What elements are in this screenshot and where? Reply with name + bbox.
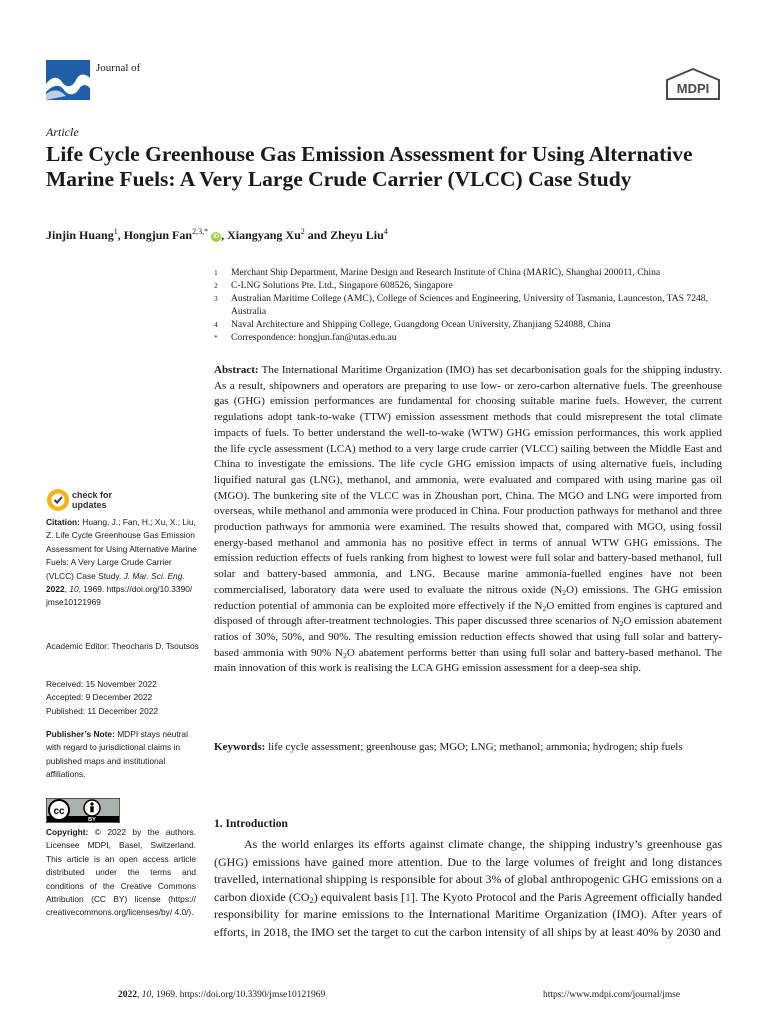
- author-affiliation-mark: 1: [113, 227, 118, 236]
- affiliation-item: [214, 266, 726, 279]
- affiliation-mark: *: [214, 333, 218, 342]
- subscript: 2: [342, 650, 347, 660]
- author-name[interactable]: Zheyu Liu: [330, 228, 384, 242]
- author-affiliation-mark: 2: [300, 227, 305, 236]
- citation-label: Citation:: [46, 517, 80, 527]
- author-name[interactable]: Hongjun Fan: [123, 228, 193, 242]
- author-separator: ,: [117, 228, 124, 242]
- keywords: [214, 740, 722, 756]
- academic-editor: Academic Editor: Theocharis D. Tsoutsos: [46, 641, 199, 651]
- citation-journal: J. Mar. Sci. Eng.: [123, 570, 185, 581]
- footer-journal-url[interactable]: https://www.mdpi.com/journal/jmse: [543, 990, 681, 1000]
- citation-doi[interactable]: , 1969. https://doi.org/10.3390/ jmse10121969: [46, 584, 193, 608]
- mdpi-logo-text: MDPI: [676, 81, 710, 96]
- affiliation-mark: 2: [214, 281, 218, 290]
- copyright-label: Copyright:: [46, 827, 89, 837]
- author-affiliation-mark: 4: [383, 227, 388, 236]
- by-text: BY: [88, 817, 96, 823]
- subscript: 2: [619, 619, 624, 629]
- subscript: 2: [309, 895, 314, 905]
- publisher-note-label: Publisher’s Note:: [46, 729, 115, 739]
- author-name[interactable]: Jinjin Huang: [46, 228, 114, 242]
- publisher-note: [46, 728, 201, 782]
- affiliation-item: [214, 292, 726, 318]
- subscript: 2: [562, 587, 567, 597]
- author-name[interactable]: Xiangyang Xu: [227, 228, 301, 242]
- received-date: Received: 15 November 2022: [46, 679, 157, 689]
- orcid-icon[interactable]: iD: [213, 234, 220, 240]
- citation-volume: 10: [69, 584, 79, 595]
- author-separator: and: [304, 228, 331, 242]
- cc-text: cc: [53, 806, 65, 817]
- check-updates-line: check for: [72, 490, 113, 500]
- footer-citation: 2022, 10, 1969. https://doi.org/10.3390/jmse10121969: [118, 990, 326, 1000]
- intro-text-part: As the world enlarges its efforts against climate change, the shipping industry’s greenhouse gas (GHG) emissions have gained more attention. Due to the large volumes of freight and long distances travelled, international shipping is responsible for about 3% of global anthropogenic GHG emissions on a carbon dioxide (CO: [214, 837, 722, 904]
- check-updates-line: updates: [72, 500, 107, 510]
- affiliation-text: Naval Architecture and Shipping College, Guangdong Ocean University, Zhanjiang 524088, China: [231, 319, 611, 330]
- author-affiliation-mark: 2,3,*: [192, 227, 209, 236]
- citation-text: Huang, J.; Fan, H.; Xu, X.; Liu, Z. Life Cycle Greenhouse Gas Emission Assessment for Using Alternative Marine Fuels: A Very Large Crude Carrier (VLCC) Case Study.: [46, 517, 197, 581]
- abstract-text: O abatement performs better than using full solar and battery-based methanol. The main innovation of this work is realising the LCA GHG emission assessment for a deep-sea ship.: [214, 646, 722, 675]
- affiliation-item: [214, 331, 726, 344]
- affiliation-text: C-LNG Solutions Pte. Ltd., Singapore 608526, Singapore: [231, 280, 453, 291]
- footer-doi[interactable]: , 1969. https://doi.org/10.3390/jmse10121969: [151, 990, 326, 1000]
- keywords-text: life cycle assessment; greenhouse gas; MGO; LNG; methanol; ammonia; hydrogen; ship fuels: [268, 741, 683, 753]
- affiliation-mark: 3: [214, 294, 218, 303]
- affiliation-mark: 1: [214, 268, 218, 277]
- abstract-text: The International Maritime Organization (IMO) has set decarbonisation goals for the shipping industry. As a result, shipowners and operators are preparing to use low- or zero-carbon alternative fuels. The greenhouse gas (GHG) emission performances are fundamental for choosing suitable marine fuels. However, the current regulations adopt tank-to-wake (TTW) emission assessment methods that could misrepresent the total climate impacts of fuels. To better understand the well-to-wake (WTW) GHG emission performances, this work applied the life cycle assessment (LCA) method to a very large crude carrier (VLCC) sailing between the Middle East and China to investigate the emissions. The life cycle GHG emission impacts of using alternative fuels, including liquified natural gas (LNG), methanol, and ammonia, were evaluated and compared with using marine gas oil (MGO). The bunkering site of the VLCC was in Zhoushan port, China. The MGO and LNG were imported from overseas, while methanol and ammonia were produced in China. Four production pathways for methanol and three production pathways for ammonia were examined. The results showed that, compared with MGO, using fossil energy-based methanol and ammonia has no positive effect in terms of annual WTW GHG emissions. The emission reduction effects of fuels ranking from highest to lowest were full solar and battery-based methanol, full solar and battery-based ammonia, and LNG. Because marine ammonia-fuelled engines have not been commercialised, laboratory data were used to evaluate the nitrous oxide (N: [214, 364, 722, 596]
- citation-link[interactable]: 1: [404, 889, 411, 904]
- copyright-notice: [46, 826, 196, 920]
- citation-year: 2022: [46, 584, 65, 595]
- author-list: [46, 227, 388, 243]
- check-updates-icon: [46, 488, 70, 512]
- subscript: 2: [542, 603, 547, 613]
- abstract-text: O) emissions. The GHG emission reduction potential of ammonia can be exploited more effectively if the N: [214, 583, 722, 612]
- check-updates-text: [72, 490, 112, 510]
- affiliation-item: [214, 318, 726, 331]
- publication-dates: [46, 678, 201, 718]
- correspondence-email[interactable]: Correspondence: hongjun.fan@utas.edu.au: [231, 332, 397, 343]
- check-for-updates-button[interactable]: [46, 488, 166, 514]
- section-heading: 1. Introduction: [214, 818, 288, 830]
- keywords-label: Keywords:: [214, 741, 266, 753]
- accepted-date: Accepted: 9 December 2022: [46, 692, 153, 703]
- affiliation-mark: 4: [214, 320, 218, 329]
- affiliation-text: Merchant Ship Department, Marine Design and Research Institute of China (MARIC), Shanghai 200011, China: [231, 267, 661, 278]
- footer-volume: 10: [141, 990, 152, 1000]
- introduction-text: [214, 836, 722, 941]
- article-type: Article: [46, 125, 79, 139]
- abstract-text: O emission abatement ratios of 30%, 50%, and 90%. The resulting emission reduction effects showed that using full solar and battery-based ammonia with 90% N: [214, 615, 722, 659]
- abstract-label: Abstract:: [214, 364, 259, 376]
- footer-year: 2022: [118, 990, 137, 1000]
- citation: Citation: Huang, J.; Fan, H.; Xu, X.; Liu, Z. Life Cycle Greenhouse Gas Emission Assessment for Using Alternative Marine Fuels: A Very Large Crude Carrier (VLCC) Case Study. J. Mar. Sci. Eng. 2022, 10, 1969. https://doi.org/10.3390/ jmse10121969: [46, 517, 197, 608]
- mdpi-logo: [664, 68, 722, 102]
- affiliation-text: Australian Maritime College (AMC), College of Sciences and Engineering, University of Tasmania, Launceston, TAS 7248, Australia: [231, 293, 708, 317]
- cc-by-license-badge[interactable]: [46, 798, 120, 823]
- copyright-text: © 2022 by the authors. Licensee MDPI, Basel, Switzerland. This article is an open access article distributed under the terms and conditions of the Creative Commons Attribution (CC BY) license (https:// creativecommons.org/licenses/by/ 4.0/).: [46, 827, 196, 918]
- journal-logo: [46, 60, 90, 100]
- affiliations: [214, 266, 726, 344]
- intro-text-part: ) equivalent basis [: [313, 889, 405, 904]
- article-title: Life Cycle Greenhouse Gas Emission Assessment for Using Alternative Marine Fuels: A Very Large Crude Carrier (VLCC) Case Study: [46, 142, 693, 191]
- publisher-note-text: MDPI stays neutral with regard to jurisdictional claims in published maps and institutional affiliations.: [46, 729, 188, 780]
- intro-text-part: ]. The Kyoto Protocol and the Paris Agreement officially handed responsibility for marine emissions to the International Maritime Organization (IMO). After years of efforts, in 2018, the IMO set the target to cut the carbon intensity of all ships by at least 40% by 2030 and: [214, 889, 722, 939]
- author-separator: ,: [221, 228, 228, 242]
- journal-name: Journal of: [96, 62, 141, 74]
- abstract-text: O emitted from engines is captured and disposed of through after-treatment technologies. This paper discussed three scenarios of N: [214, 599, 722, 628]
- abstract: [214, 363, 722, 677]
- affiliation-item: [214, 279, 726, 292]
- published-date: Published: 11 December 2022: [46, 705, 159, 716]
